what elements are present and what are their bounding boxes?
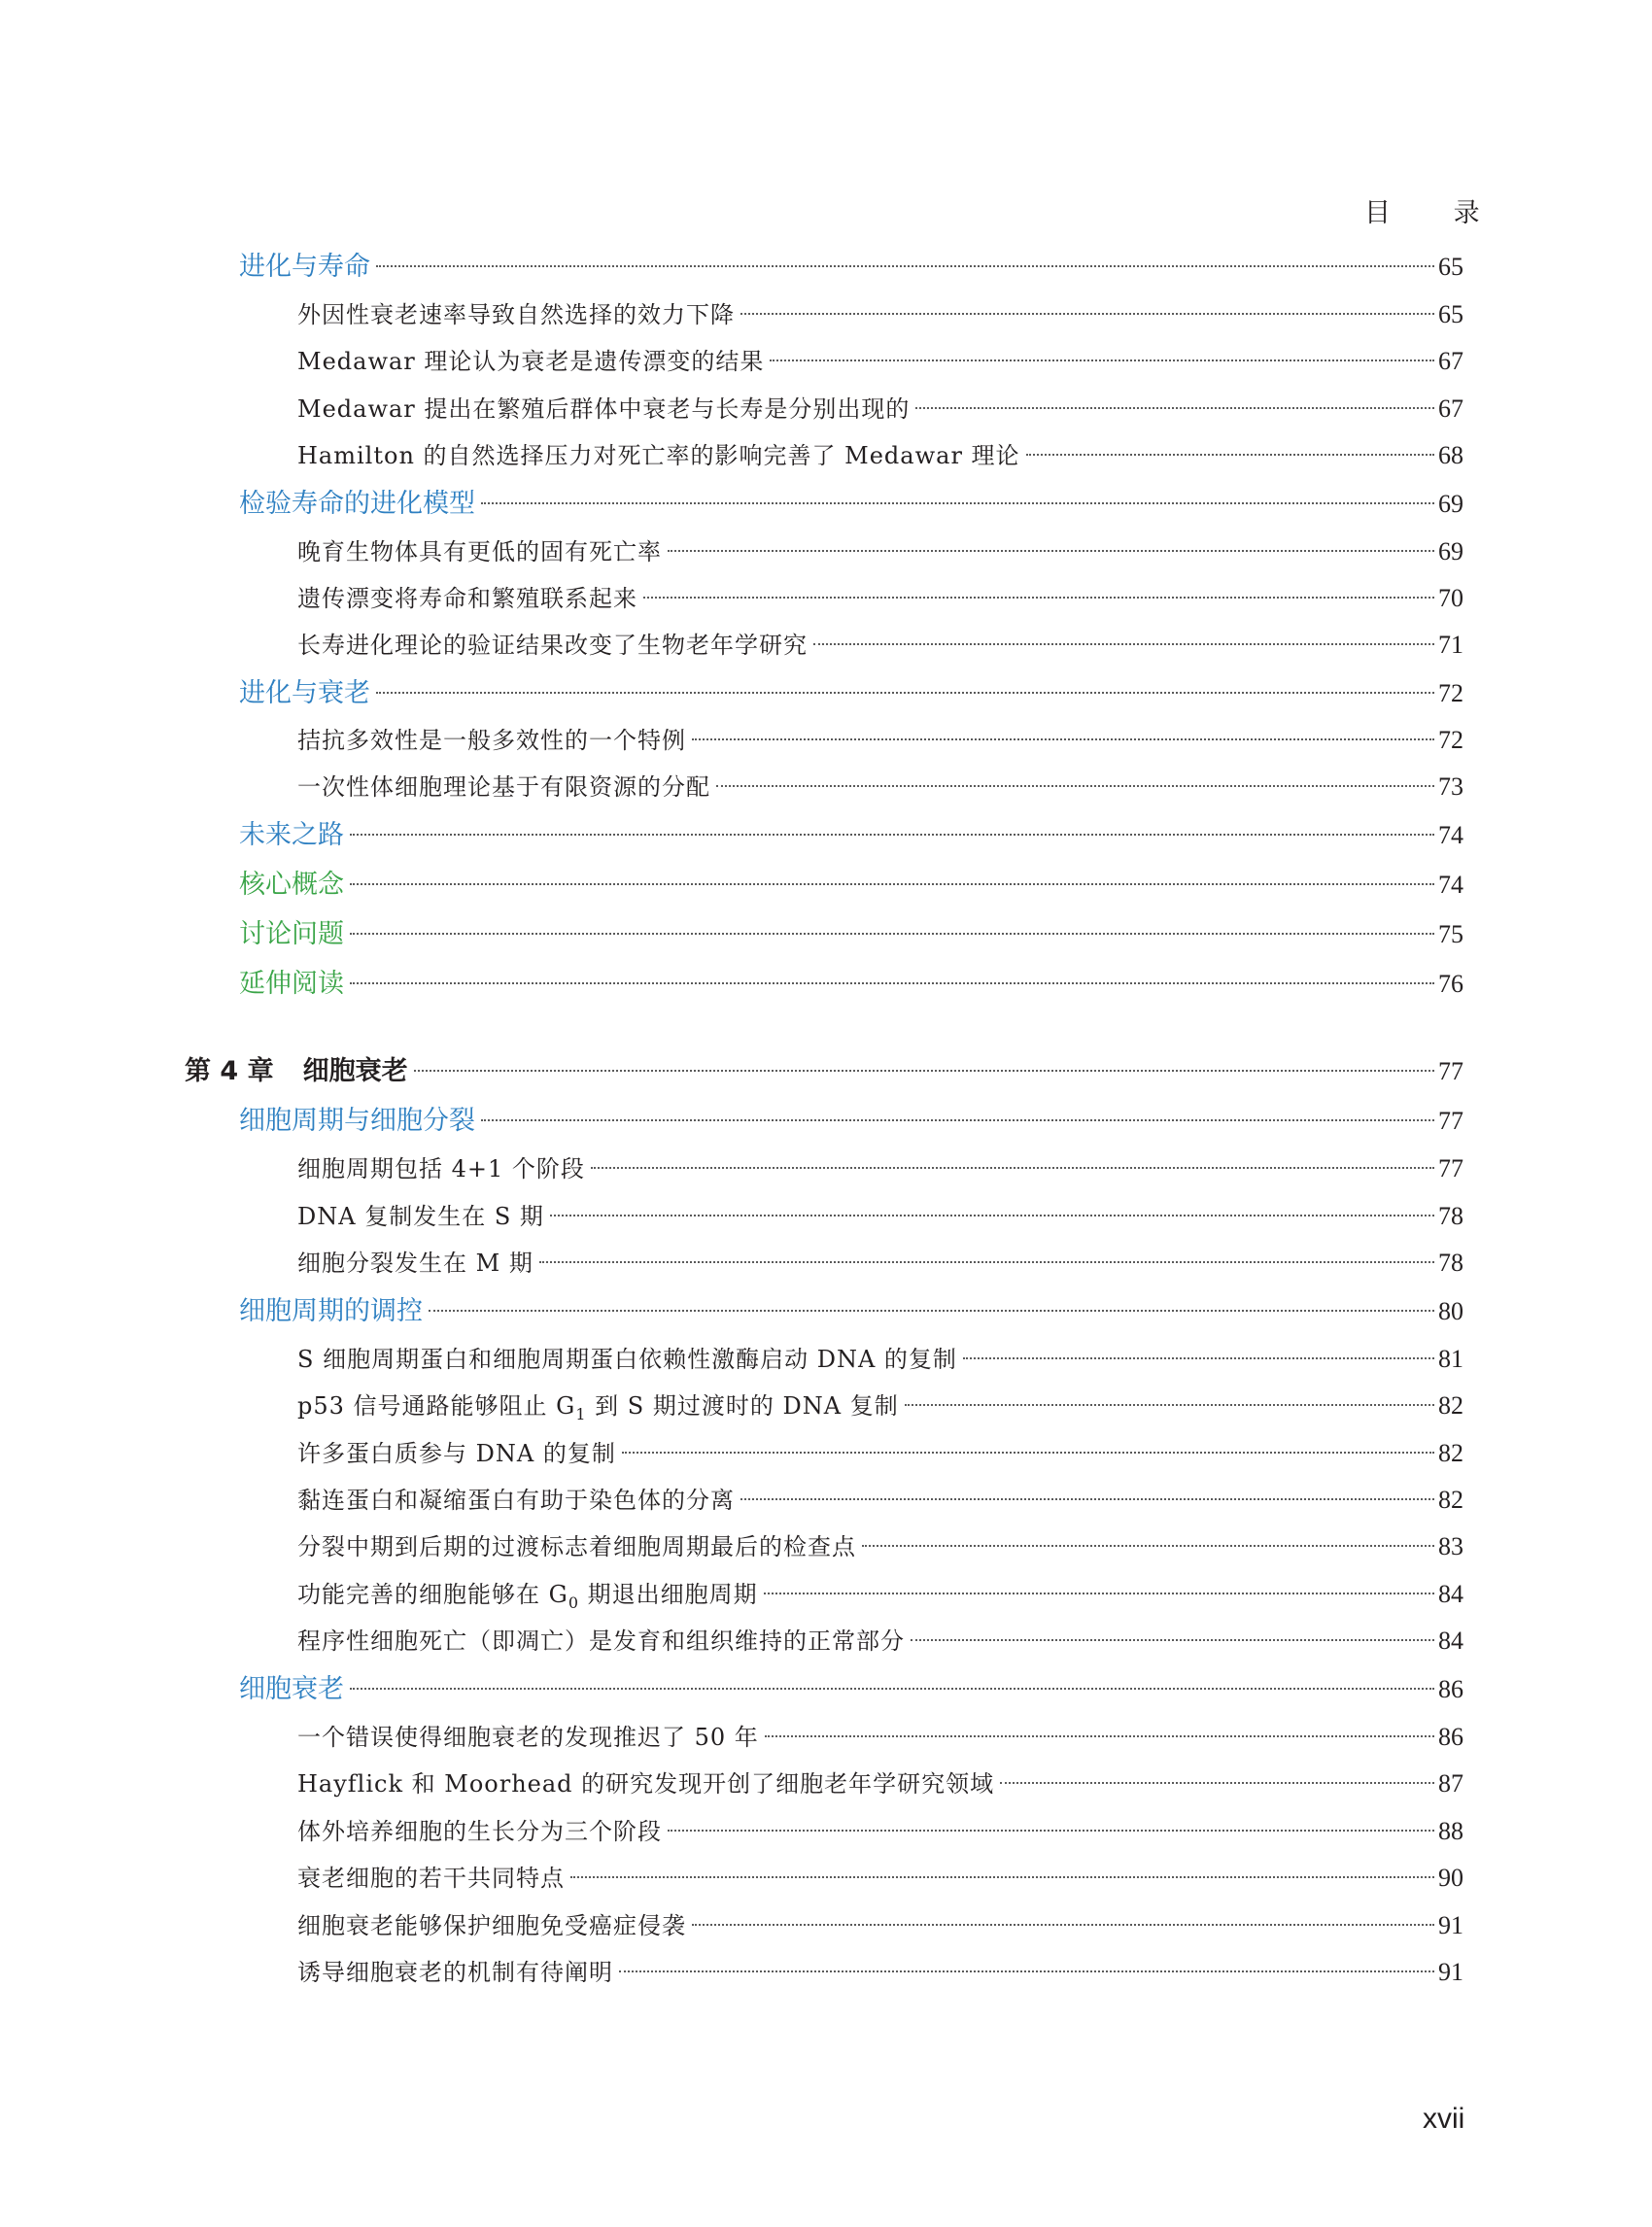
toc-page-number: 67 [1438,347,1463,375]
dot-leader [716,785,1434,787]
dot-leader [911,1639,1434,1641]
toc-subsection[interactable] [297,1527,1463,1566]
toc-page-number: 81 [1438,1345,1463,1373]
toc-subsection[interactable] [297,1718,1463,1757]
toc-entry-title: 一个错误使得细胞衰老的发现推迟了 50 年 [297,1724,759,1751]
toc-page-number: 91 [1438,1911,1463,1939]
title-part: 到 S 期过渡时的 DNA 复制 [586,1392,899,1420]
toc-entry-title: Medawar 理论认为衰老是遗传漂变的结果 [297,348,765,375]
toc-chapter[interactable] [185,1052,1463,1091]
toc-entry-title: DNA 复制发生在 S 期 [297,1203,544,1230]
dot-leader [770,360,1434,361]
toc-page-number: 84 [1438,1627,1463,1655]
dot-leader [429,1310,1434,1312]
toc-page-number: 70 [1438,584,1463,612]
toc-subsection[interactable] [297,1906,1463,1945]
toc-entry-title: 长寿进化理论的验证结果改变了生物老年学研究 [297,632,808,659]
toc-entry-title: 延伸阅读 [239,969,344,999]
dot-leader [619,1970,1434,1972]
toc-entry-title [297,1387,899,1434]
toc-entry-title: 进化与寿命 [239,252,370,282]
toc-subsection[interactable] [297,295,1463,334]
toc-subsection[interactable] [297,1244,1463,1283]
toc-page-number: 77 [1438,1107,1463,1135]
toc-entry-title: 晚育生物体具有更低的固有死亡率 [297,538,662,565]
dot-leader [692,1924,1434,1926]
toc-page-number: 69 [1438,537,1463,565]
toc-page-number: 88 [1438,1817,1463,1845]
toc-page-number: 68 [1438,441,1463,469]
running-head: 目 录 [1364,198,1507,228]
dot-leader [862,1545,1434,1547]
toc-page-number: 74 [1438,871,1463,899]
toc-subsection[interactable] [297,626,1463,665]
toc-page-number: 82 [1438,1486,1463,1514]
toc-page-number: 83 [1438,1532,1463,1560]
toc-page-number: 82 [1438,1439,1463,1467]
toc-subsection[interactable] [297,390,1463,428]
toc-entry-title: 一次性体细胞理论基于有限资源的分配 [297,773,710,801]
dot-leader [550,1215,1434,1216]
toc-entry-title: 体外培养细胞的生长分为三个阶段 [297,1818,662,1845]
toc-section[interactable] [239,816,1463,855]
title-part: 功能完善的细胞能够在 G [297,1581,568,1608]
toc-entry-title: 程序性细胞死亡（即凋亡）是发育和组织维持的正常部分 [297,1627,905,1655]
toc-subsection[interactable] [297,721,1463,760]
dot-leader [481,502,1434,504]
toc-subsection[interactable] [297,1622,1463,1661]
toc-page-number: 65 [1438,300,1463,328]
dot-leader [414,1070,1434,1072]
dot-leader [740,313,1434,315]
dot-leader [350,1688,1434,1690]
toc-page-number: 80 [1438,1297,1463,1325]
dot-leader [350,883,1434,885]
dot-leader [570,1876,1434,1878]
toc-entry-title: 检验寿命的进化模型 [239,489,475,519]
dot-leader [350,933,1434,935]
toc-entry-title: 诱导细胞衰老的机制有待阐明 [297,1959,613,1986]
title-subscript: 1 [575,1404,587,1423]
toc-entry-title: 拮抗多效性是一般多效性的一个特例 [297,727,686,754]
toc-page-number: 76 [1438,970,1463,998]
toc-entry-title: 细胞周期包括 4+1 个阶段 [297,1155,585,1182]
toc-entry-title: 细胞衰老 [239,1674,344,1704]
dot-leader [350,834,1434,836]
toc-page-number: 78 [1438,1249,1463,1277]
dot-leader [1000,1782,1434,1784]
toc-entry-title: 细胞衰老能够保护细胞免受癌症侵袭 [297,1912,686,1939]
toc-page-number: 69 [1438,490,1463,518]
dot-leader [692,738,1434,740]
dot-leader [963,1357,1434,1359]
toc-entry-title: 细胞周期的调控 [239,1296,423,1326]
toc-subsection[interactable] [297,342,1463,381]
toc-section[interactable] [239,1670,1463,1709]
toc-entry-title: 进化与衰老 [239,678,370,708]
toc-section[interactable] [239,248,1463,287]
toc-entry-title: Hayflick 和 Moorhead 的研究发现开创了细胞老年学研究领域 [297,1770,995,1798]
toc-page-number: 65 [1438,253,1463,281]
toc-page-number: 82 [1438,1391,1463,1420]
dot-leader [765,1735,1434,1737]
toc-page-number: 78 [1438,1202,1463,1230]
title-part: p53 信号通路能够阻止 G [297,1392,576,1420]
toc-entry-title: 未来之路 [239,820,344,850]
toc-entry-title [297,1575,758,1623]
toc-subsection[interactable] [297,1387,1463,1425]
dot-leader [764,1593,1434,1594]
toc-page-number: 71 [1438,631,1463,659]
toc-page-number: 72 [1438,679,1463,707]
toc-subsection[interactable] [297,1481,1463,1520]
toc-section[interactable] [239,485,1463,524]
toc-page-number: 84 [1438,1580,1463,1608]
dot-leader [376,692,1434,694]
toc-subsection[interactable] [297,532,1463,571]
toc-subsection[interactable] [297,1575,1463,1614]
dot-leader [376,265,1434,267]
toc-section[interactable] [239,866,1463,905]
dot-leader [905,1404,1434,1406]
toc-subsection[interactable] [297,1859,1463,1898]
dot-leader [668,1830,1434,1832]
toc-subsection[interactable] [297,1434,1463,1473]
toc-entry-title [185,1052,408,1091]
chapter-number: 第 4 章 [185,1056,274,1086]
toc-entry-title: 讨论问题 [239,919,344,949]
toc-subsection[interactable] [297,1197,1463,1236]
toc-section[interactable] [239,1292,1463,1331]
dot-leader [915,407,1434,409]
dot-leader [643,597,1434,599]
chapter-title: 细胞衰老 [302,1056,408,1086]
toc-page-number: 77 [1438,1057,1463,1085]
toc-subsection[interactable] [297,768,1463,806]
toc-section[interactable] [239,674,1463,713]
dot-leader [668,550,1434,552]
toc-page-number: 91 [1438,1958,1463,1986]
dot-leader [740,1498,1434,1500]
toc-page-number: 77 [1438,1154,1463,1182]
dot-leader [622,1452,1434,1454]
toc-entry-title: 遗传漂变将寿命和繁殖联系起来 [297,585,637,612]
toc-subsection[interactable] [297,436,1463,475]
toc-section[interactable] [239,965,1463,1004]
toc-page-number: 72 [1438,726,1463,754]
toc-entry-title: 衰老细胞的若干共同特点 [297,1865,565,1892]
toc-page-number: 90 [1438,1864,1463,1892]
dot-leader [1026,454,1434,456]
toc-page-number: 87 [1438,1769,1463,1798]
toc-entry-title: 分裂中期到后期的过渡标志着细胞周期最后的检查点 [297,1533,856,1560]
toc-subsection[interactable] [297,1149,1463,1188]
toc-entry-title: Hamilton 的自然选择压力对死亡率的影响完善了 Medawar 理论 [297,442,1020,469]
toc-page-number: 86 [1438,1675,1463,1703]
toc-subsection[interactable] [297,1812,1463,1851]
toc-page-number: 74 [1438,821,1463,849]
dot-leader [813,643,1434,645]
dot-leader [591,1167,1434,1169]
toc-section[interactable] [239,1102,1463,1141]
toc-subsection[interactable] [297,1953,1463,1992]
toc-page-number: 73 [1438,772,1463,801]
page-number: xvii [1423,2103,1465,2135]
dot-leader [481,1119,1434,1121]
toc-entry-title: 黏连蛋白和凝缩蛋白有助于染色体的分离 [297,1487,735,1514]
toc-entry-title: 外因性衰老速率导致自然选择的效力下降 [297,301,735,328]
toc-subsection[interactable] [297,579,1463,618]
toc-page-number: 86 [1438,1723,1463,1751]
title-part: 期退出细胞周期 [579,1581,758,1608]
toc-entry-title: 细胞分裂发生在 M 期 [297,1250,533,1277]
toc-subsection[interactable] [297,1340,1463,1379]
toc-entry-title: S 细胞周期蛋白和细胞周期蛋白依赖性激酶启动 DNA 的复制 [297,1346,957,1373]
toc-entry-title: 核心概念 [239,870,344,900]
toc-section[interactable] [239,915,1463,954]
toc-page-number: 67 [1438,394,1463,423]
dot-leader [539,1261,1434,1263]
toc-entry-title: 许多蛋白质参与 DNA 的复制 [297,1440,616,1467]
title-subscript: 0 [568,1593,579,1612]
toc-entry-title: Medawar 提出在繁殖后群体中衰老与长寿是分别出现的 [297,395,911,423]
dot-leader [350,982,1434,984]
toc-page-number: 75 [1438,920,1463,948]
toc-subsection[interactable] [297,1764,1463,1803]
toc-entry-title: 细胞周期与细胞分裂 [239,1106,475,1136]
